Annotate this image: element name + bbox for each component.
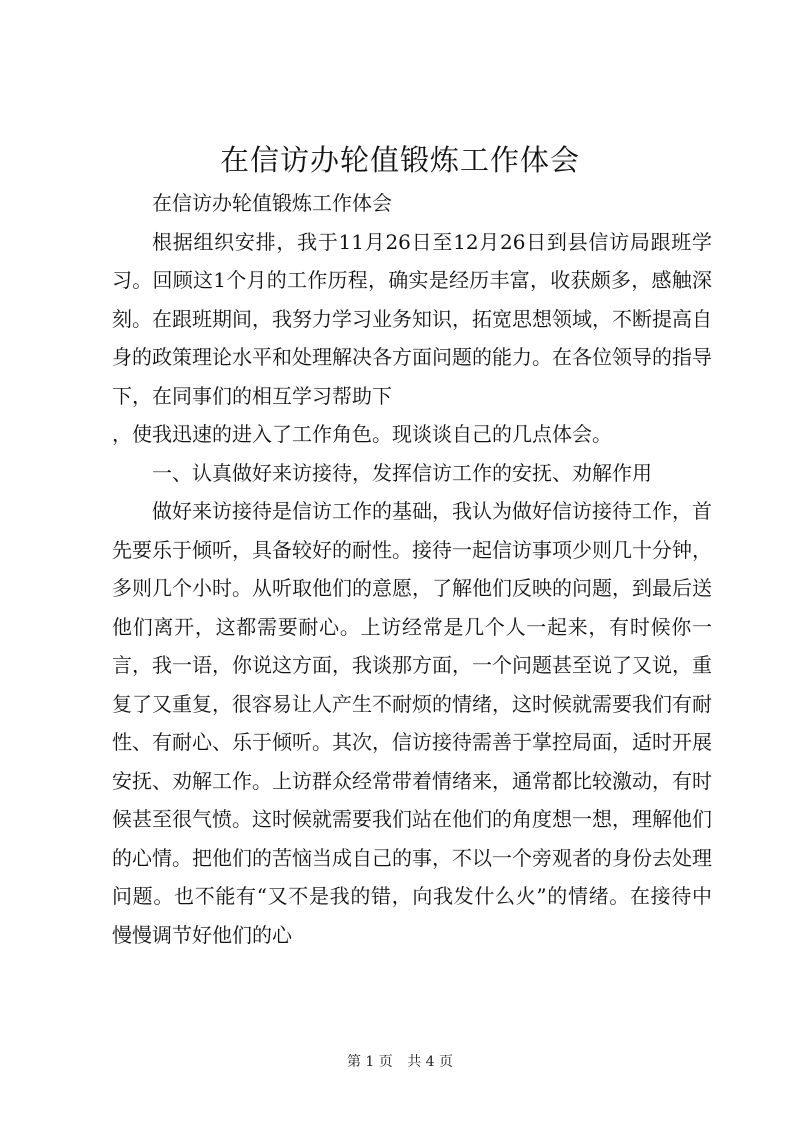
continuation-paragraph: ，使我迅速的进入了工作角色。现谈谈自己的几点体会。: [112, 422, 612, 446]
page-total: 共 4 页: [407, 1054, 454, 1070]
document-body: [112, 184, 712, 954]
section-heading: 一、认真做好来访接待，发挥信访工作的安抚、劝解作用: [152, 460, 652, 485]
subtitle-paragraph: 在信访办轮值锻炼工作体会: [152, 191, 392, 215]
page-footer: [0, 1052, 800, 1072]
document-title: 在信访办轮值锻炼工作体会: [219, 143, 580, 177]
section-body-paragraph: 做好来访接待是信访工作的基础，我认为做好信访接待工作，首先要乐于倾听，具备较好的耐性。接待一起信访事项少则几十分钟，多则几个小时。从听取他们的意愿，了解他们反映的问题，到最后送他们离开，这都需要耐心。上访经常是几个人一起来，有时候你一言，我一语，你说这方面，我谈那方面，一个问题甚至说了又说，重复了又重复，很容易让人产生不耐烦的情绪，这时候就需要我们有耐性、有耐心、乐于倾听。其次，信访接待需善于掌控局面，适时开展安抚、劝解工作。上访群众经常带着情绪来，通常都比较激动，有时候甚至很气愤。这时候就需要我们站在他们的角度想一想，理解他们的心情。把他们的苦恼当成自己的事，不以一个旁观者的身份去处理问题。也不能有“又不是我的错，向我发什么火”的情绪。在接待中慢慢调节好他们的心: [112, 499, 712, 947]
intro-paragraph: 根据组织安排，我于11月26日至12月26日到县信访局跟班学习。回顾这1个月的工作历程，确实是经历丰富，收获颇多，感触深刻。在跟班期间，我努力学习业务知识，拓宽思想领域，不断提高自身的政策理论水平和处理解决各方面问题的能力。在各位领导的指导下，在同事们的相互学习帮助下: [112, 229, 712, 408]
page-number: 第 1 页: [346, 1054, 393, 1070]
